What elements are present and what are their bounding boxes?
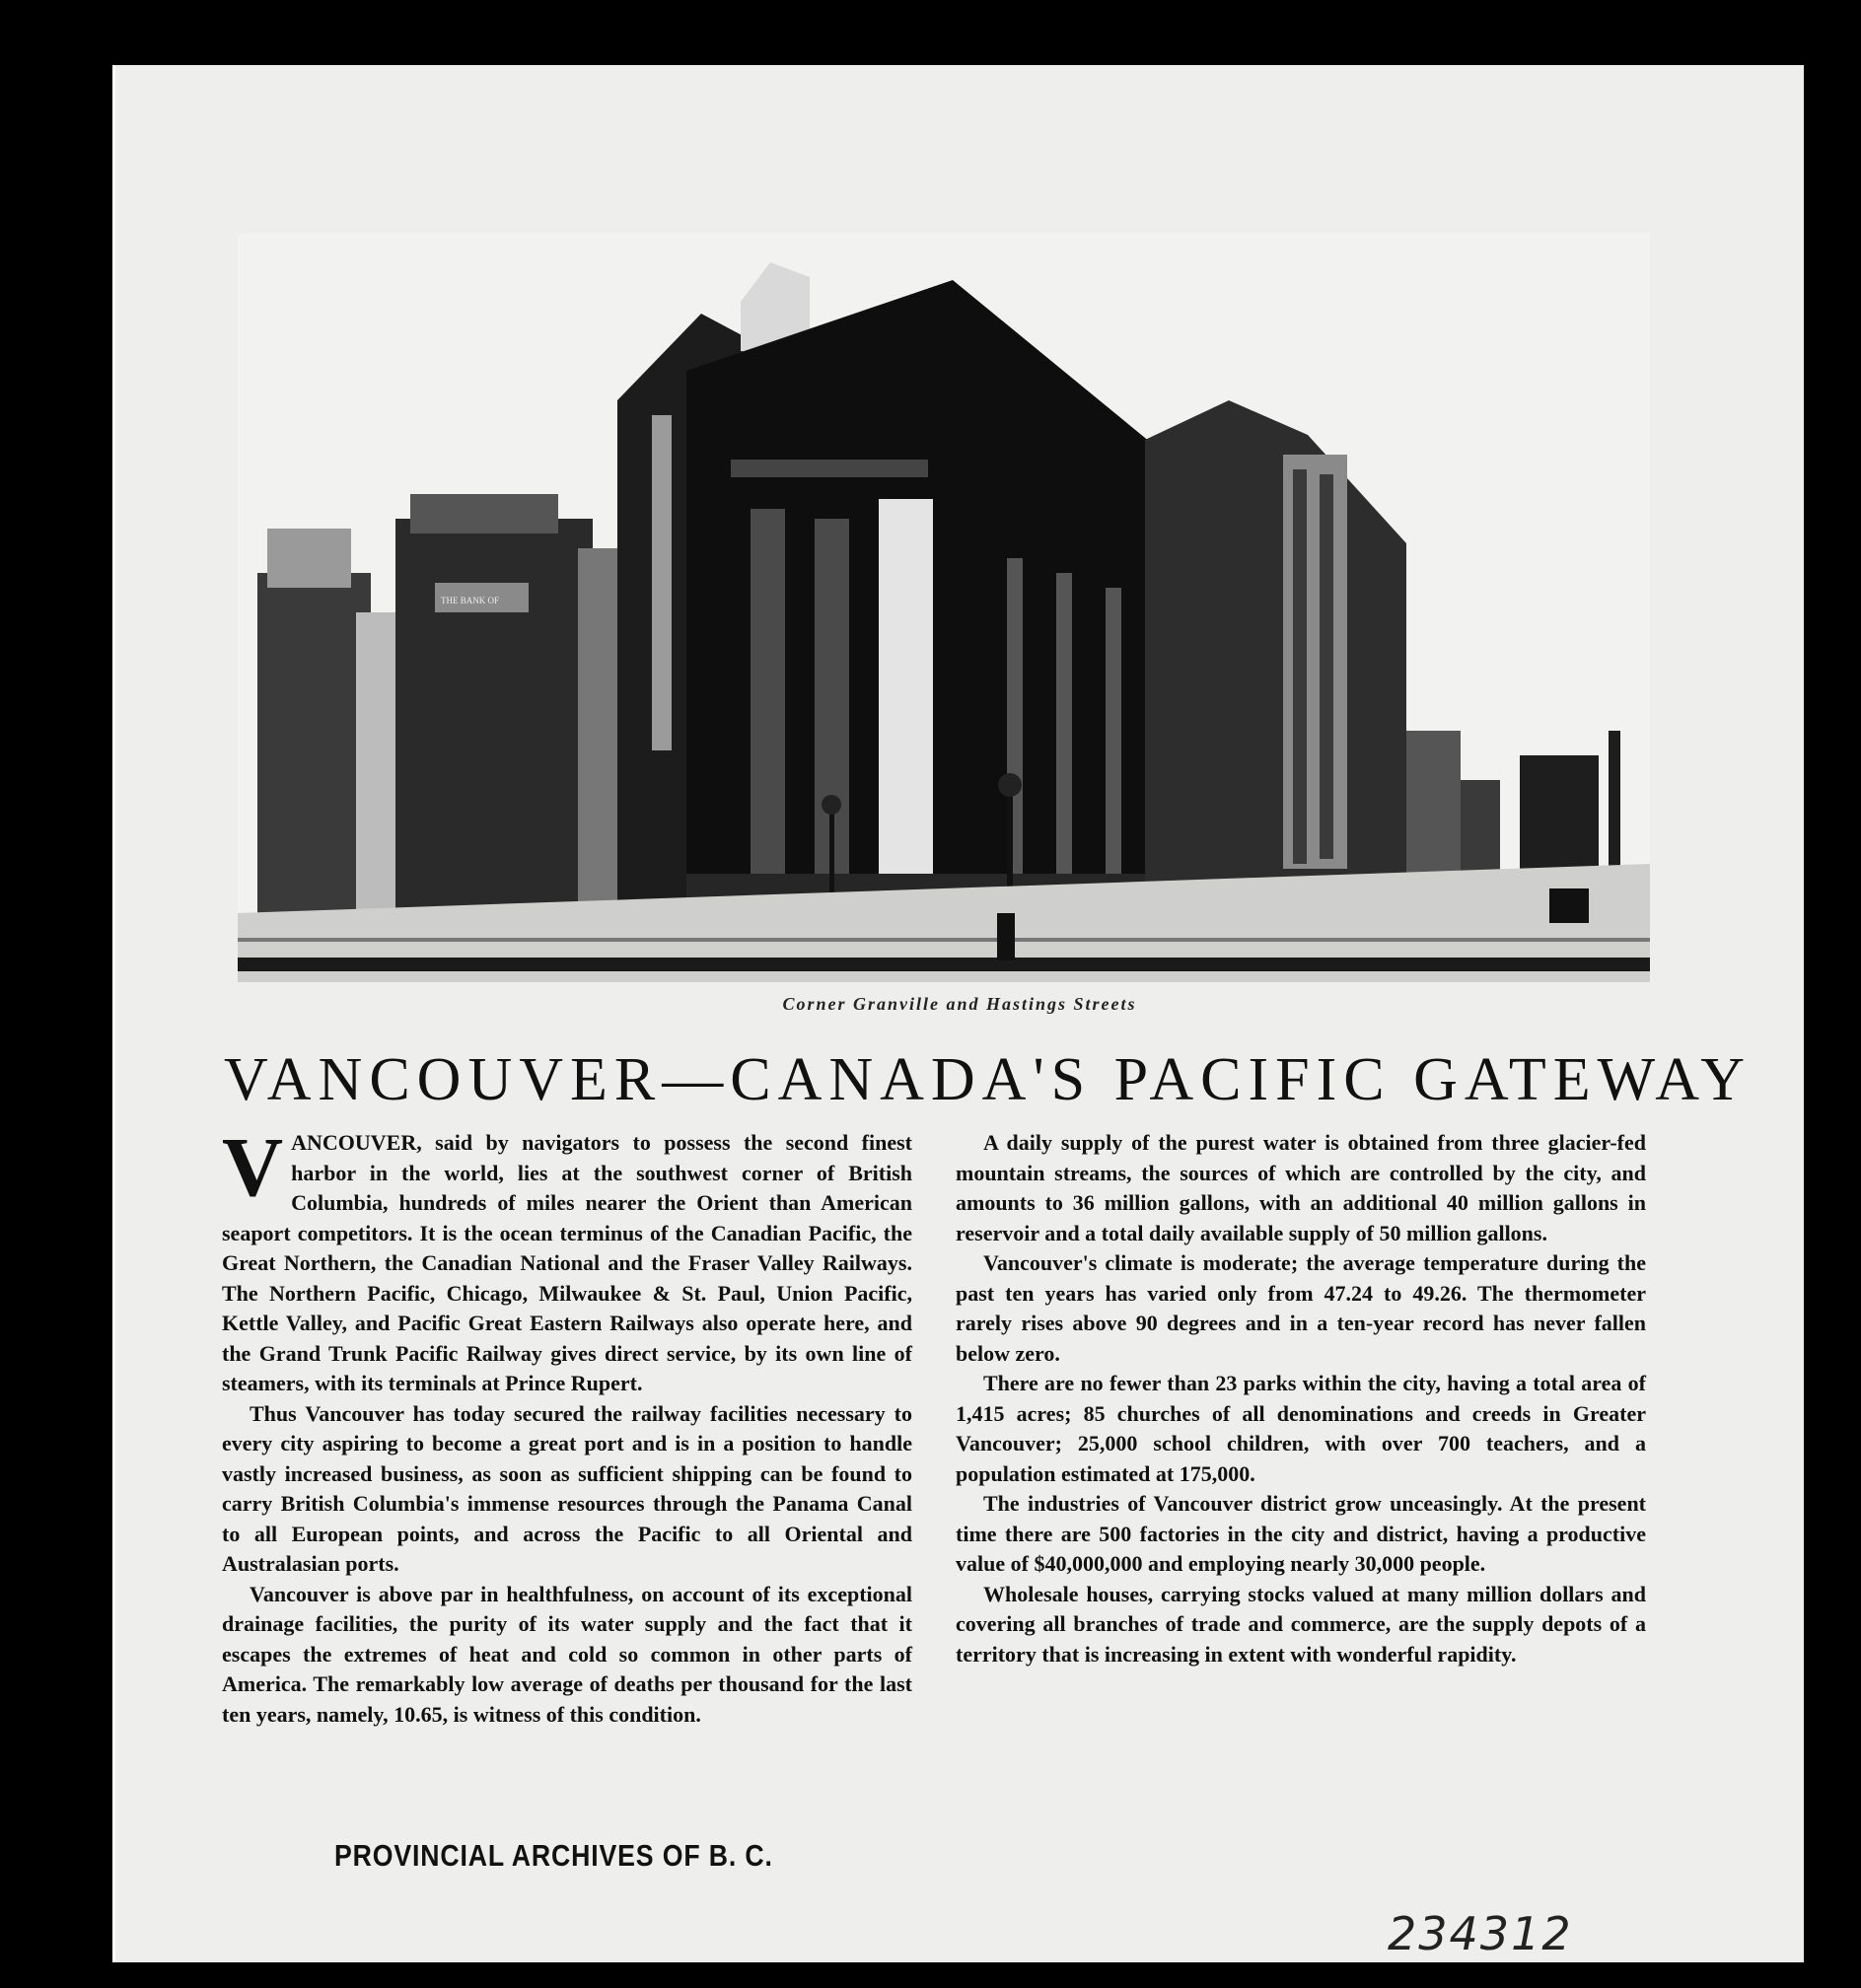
right-text-column — [956, 1128, 1646, 1669]
left-text-column — [222, 1119, 912, 1730]
right-paragraph-5: Wholesale houses, carrying stocks valued at many million dollars and covering all branches of trade and commerce, are the supply depots of a territory that is increasing in extent with wonderful rapidity. — [956, 1581, 1646, 1667]
accession-number: 234312 — [1388, 1907, 1573, 1960]
document-page — [112, 65, 1804, 1962]
photo-illustration — [238, 233, 1650, 982]
right-paragraph-1: A daily supply of the purest water is obtained from three glacier-fed mountain streams, the sources of which are controlled by the city, and amounts to 36 million gallons, with an additional 40 million gallons in reservoir and a total daily available supply of 50 million gallons. — [956, 1130, 1646, 1245]
right-paragraph-2: Vancouver's climate is moderate; the average temperature during the past ten years has varied only from 47.24 to 49.26. The thermometer rarely rises above 90 degrees and in a ten-year record has never fallen below zero. — [956, 1250, 1646, 1366]
building-sign-text: THE BANK OF — [441, 596, 500, 605]
right-paragraph-3: There are no fewer than 23 parks within the city, having a total area of 1,415 acres; 85 churches of all denominations and creeds in Greater Vancouver; 25,000 school children, with over 700 teachers, and a population estimated at 175,000. — [956, 1371, 1646, 1486]
archive-stamp: PROVINCIAL ARCHIVES OF B. C. — [334, 1838, 773, 1873]
left-paragraph-1 — [222, 1119, 912, 1399]
left-paragraph-1-text: ANCOUVER, said by navigators to possess the second finest harbor in the world, lies at the southwest corner of British Columbia, hundreds of miles nearer the Orient than American seaport competitors. It is the ocean terminus of the Canadian Pacific, the Great Northern, the Canadian National and the Fraser Valley Railways. The Northern Pacific, Chicago, Milwaukee & St. Paul, Union Pacific, Kettle Valley, and Pacific Great Eastern Railways also operate here, and the Grand Trunk Pacific Railway gives direct service, by its own line of steamers, with its terminals at Prince Rupert. — [222, 1130, 912, 1395]
left-paragraph-2: Thus Vancouver has today secured the railway facilities necessary to every city aspiring to become a great port and is in a position to handle vastly increased business, as soon as sufficient shipping can be found to carry British Columbia's immense resources through the Panama Canal to all European points, and across the Pacific to all Oriental and Australasian ports. — [222, 1400, 912, 1576]
street-photograph — [238, 233, 1650, 982]
photo-caption: Corner Granville and Hastings Streets — [782, 994, 1137, 1014]
left-paragraph-3: Vancouver is above par in healthfulness, on account of its exceptional drainage facilities, the purity of its water supply and the fact that it escapes the extremes of heat and cold so common in other parts of America. The remarkably low average of deaths per thousand for the last ten years, namely, 10.65, is witness of this condition. — [222, 1581, 912, 1727]
page-headline: VANCOUVER—CANADA'S PACIFIC GATEWAY — [224, 1046, 1753, 1113]
drop-cap: V — [222, 1119, 284, 1214]
right-paragraph-4: The industries of Vancouver district grow unceasingly. At the present time there are 500 factories in the city and district, having a productive value of $40,000,000 and employing nearly 30,000 people. — [956, 1491, 1646, 1576]
